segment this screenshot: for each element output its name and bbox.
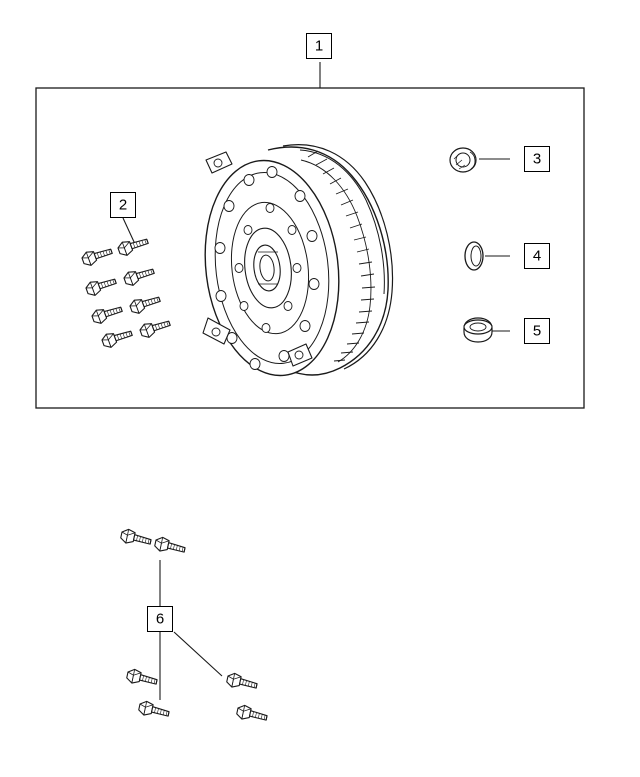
plug [464,318,510,342]
callout-3[interactable] [524,146,550,172]
callout-3-label: 3 [532,150,542,167]
callout-5-label: 5 [532,322,542,339]
callout-5[interactable] [524,318,550,344]
callout-6-label: 6 [155,610,165,627]
leader-line-6c [174,632,222,676]
callout-1-label: 1 [314,37,324,54]
callout-4-label: 4 [532,247,542,264]
bolt-cluster-left [81,218,172,349]
callout-2[interactable] [110,192,136,218]
callout-1[interactable] [306,33,332,59]
callout-6[interactable] [147,606,173,632]
callout-4[interactable] [524,243,550,269]
o-ring [465,242,510,270]
bolt-cluster-lower [120,528,268,724]
torque-converter [193,145,392,384]
callout-2-label: 2 [118,196,128,213]
leader-line-2 [123,218,135,244]
seal-ring-small [450,148,510,172]
